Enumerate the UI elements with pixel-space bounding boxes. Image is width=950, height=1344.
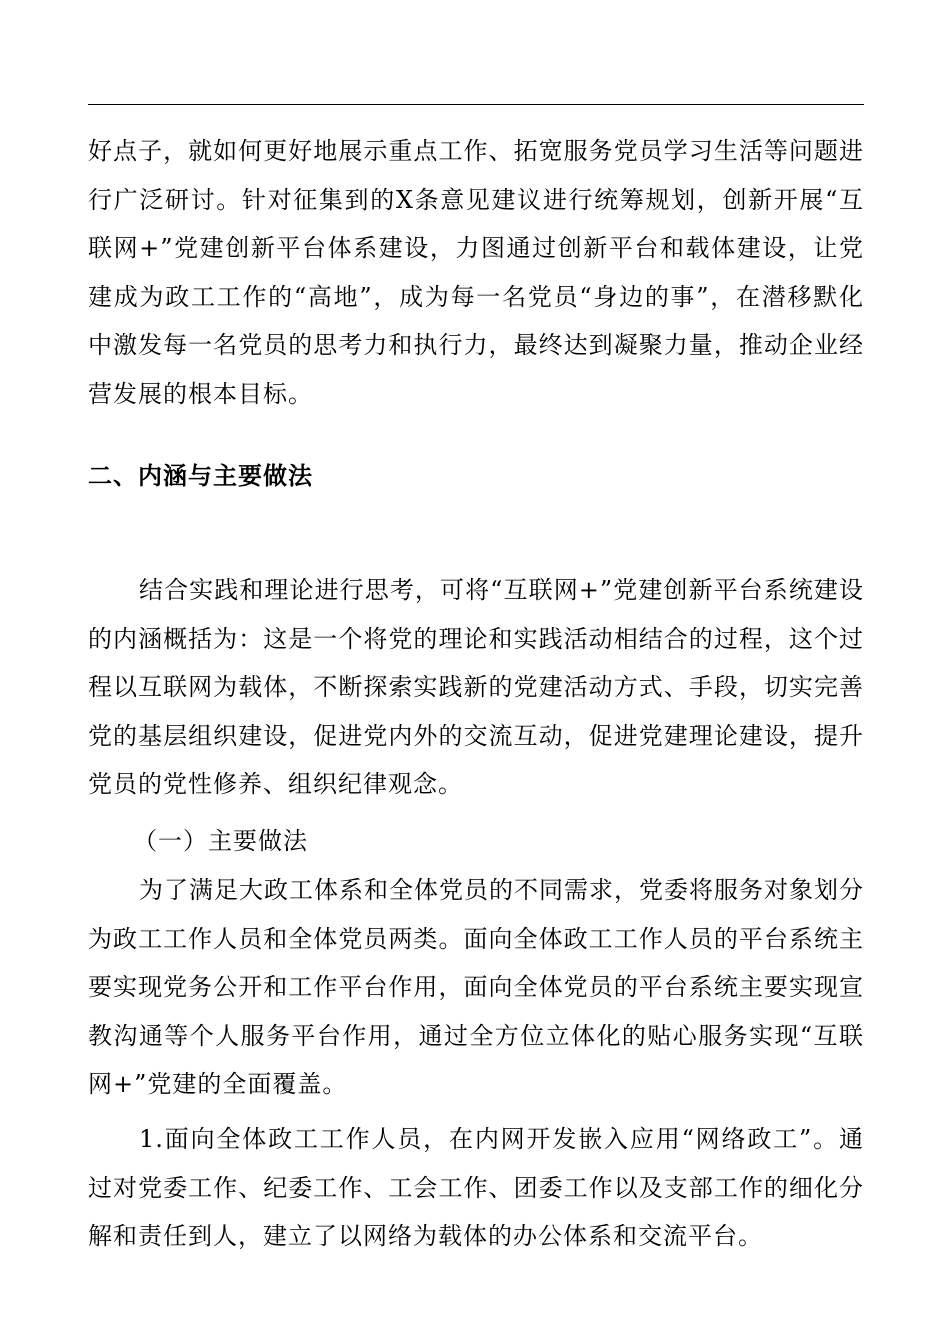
section-heading: 二、内涵与主要做法 — [88, 461, 313, 490]
intro-paragraph: 结合实践和理论进行思考，可将“互联网+”党建创新平台系统建设的内涵概括为：这是一个将党的理论和实践活动相结合的过程，这个过程以互联网为载体，不断探索实践新的党建活动方式、手段，切实完善党的基层组织建设，促进党内外的交流互动，促进党建理论建设，提升党员的党性修养、组织纪律观念。 — [88, 576, 864, 798]
item-1-paragraph: 1.面向全体政工工作人员，在内网开发嵌入应用“网络政工”。通过对党委工作、纪委工作、工会工作、团委工作以及支部工作的细化分解和责任到人，建立了以网络为载体的办公体系和交流平台。 — [88, 1125, 864, 1250]
header-rule — [88, 104, 864, 105]
continued-paragraph: 好点子，就如何更好地展示重点工作、拓宽服务党员学习生活等问题进行广泛研讨。针对征集到的X条意见建议进行统筹规划，创新开展“互联网+”党建创新平台体系建设，力图通过创新平台和载体建设，让党建成为政工工作的“高地”，成为每一名党员“身边的事”，在潜移默化中激发每一名党员的思考力和执行力，最终达到凝聚力量，推动企业经营发展的根本目标。 — [88, 137, 864, 408]
practice-paragraph: 为了满足大政工体系和全体党员的不同需求，党委将服务对象划分为政工工作人员和全体党员两类。面向全体政工工作人员的平台系统主要实现党务公开和工作平台作用，面向全体党员的平台系统主要实现宣教沟通等个人服务平台作用，通过全方位立体化的贴心服务实现“互联网+”党建的全面覆盖。 — [88, 876, 864, 1098]
subsection-heading: （一）主要做法 — [133, 827, 308, 855]
